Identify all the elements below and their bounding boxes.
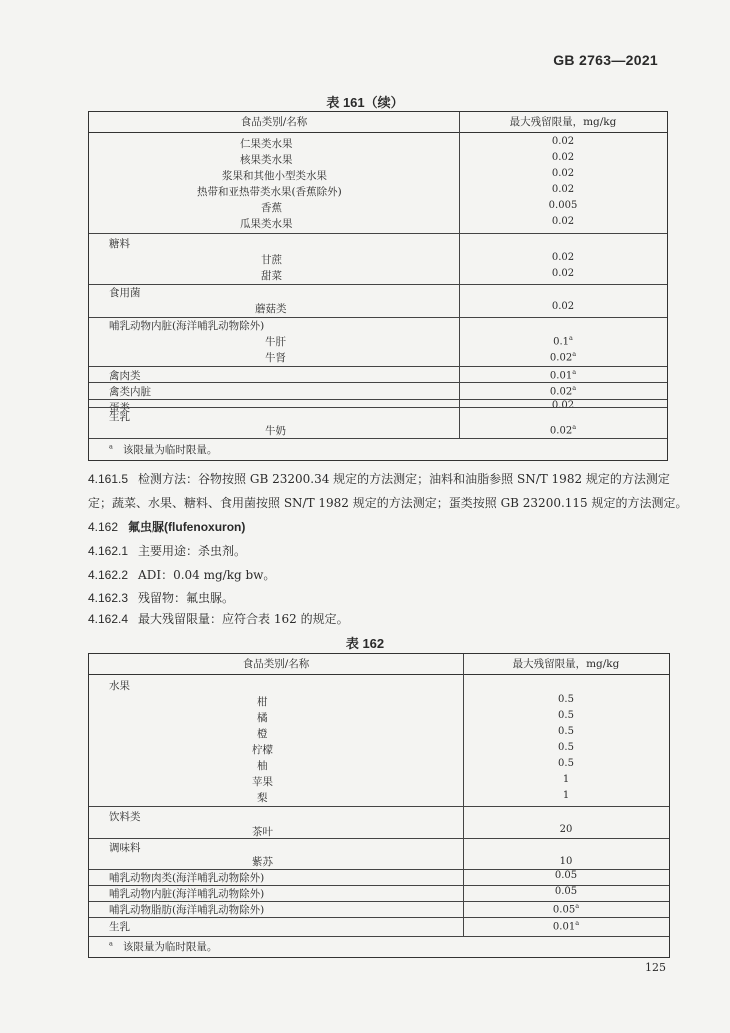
table-row-name: 紫苏	[252, 856, 273, 868]
table-row-name: 浆果和其他小型类水果	[222, 170, 327, 182]
table-row-value: 0.02	[551, 184, 575, 195]
table-row-value: 0.5	[558, 726, 574, 737]
table-category-label: 糖料	[109, 238, 130, 250]
clause-4-162: 4.162 氟虫脲(flufenoxuron)	[88, 520, 246, 534]
table-row-value: 0.05	[554, 870, 578, 881]
table-row-value: 0.02	[551, 268, 575, 279]
table-row-value: 0.02$^a$	[549, 350, 577, 364]
table-row-name: 橘	[257, 712, 268, 724]
table-row-name: 禽肉类	[109, 370, 141, 382]
row-divider	[89, 366, 667, 367]
row-divider	[89, 936, 669, 937]
table-row-value: 0.02	[551, 252, 575, 263]
table-category-label: 饮料类	[109, 811, 141, 823]
row-divider	[89, 917, 669, 918]
table-row-name: 蛋类	[109, 402, 130, 414]
table-row-name: 柑	[257, 696, 268, 708]
table-row-value: 0.5	[558, 742, 574, 753]
table-row-name: 牛肝	[265, 336, 286, 348]
table-row-value: 0.005	[548, 200, 578, 211]
table-row-value: 0.05$^a$	[552, 902, 580, 916]
column-header-mrl: 最大残留限量，mg/kg	[509, 116, 617, 128]
table-row-name: 哺乳动物肉类(海洋哺乳动物除外)	[109, 872, 265, 884]
row-divider	[89, 407, 667, 408]
table-row-name: 仁果类水果	[240, 138, 293, 150]
standard-number: GB 2763—2021	[553, 52, 658, 68]
table-row-name: 橙	[257, 728, 268, 740]
table-row-value: 20	[559, 824, 573, 835]
table-row-value: 0.02	[551, 216, 575, 227]
table-row-value: 0.02	[551, 301, 575, 312]
table-row-value: 1	[562, 790, 570, 801]
table-row-value: 0.5	[558, 758, 574, 769]
column-header-food: 食品类别/名称	[242, 658, 310, 670]
clause-4-162-4: 4.162.4 最大残留限量：应符合表 162 的规定。	[88, 612, 349, 626]
table-note: $^a$ 该限量为临时限量。	[109, 442, 218, 456]
table-row-value: 0.5	[558, 710, 574, 721]
table-row-name: 香蕉	[261, 202, 282, 214]
table-header	[89, 112, 667, 133]
clause-4-161-5: 4.161.5 检测方法：谷物按照 GB 23200.34 规定的方法测定；油料和油脂参照 SN/T 1982 规定的方法测定	[88, 472, 670, 486]
table-162-caption: 表 162	[345, 636, 385, 651]
table-category-label: 哺乳动物内脏(海洋哺乳动物除外)	[109, 320, 265, 332]
table-row-name: 哺乳动物脂肪(海洋哺乳动物除外)	[109, 904, 265, 916]
table-row-name: 茶叶	[252, 826, 273, 838]
table-row-name: 热带和亚热带类水果(香蕉除外)	[197, 186, 342, 198]
row-divider	[89, 233, 667, 234]
row-divider	[89, 806, 669, 807]
table-row-name: 牛奶	[265, 425, 286, 437]
page-number: 125	[645, 961, 666, 974]
table-row-value: 0.02$^a$	[549, 384, 577, 398]
table-category-label: 水果	[109, 680, 130, 692]
table-row-value: 0.02	[551, 400, 575, 411]
table-row-name: 禽类内脏	[109, 386, 151, 398]
table-row-value: 0.02	[551, 152, 575, 163]
table-row-name: 柠檬	[252, 744, 273, 756]
table-row-value: 0.02$^a$	[549, 423, 577, 437]
table-row-name: 梨	[257, 792, 268, 804]
table-row-name: 甘蔗	[261, 254, 282, 266]
row-divider	[89, 382, 667, 383]
column-header-food: 食品类别/名称	[240, 116, 308, 128]
table-row-value: 1	[562, 774, 570, 785]
table-category-label: 生乳	[109, 411, 130, 423]
table-row-name: 甜菜	[261, 270, 282, 282]
table-header	[89, 654, 669, 675]
table-161	[88, 111, 668, 461]
table-row-name: 生乳	[109, 921, 130, 933]
clause-4-161-5-cont: 定；蔬菜、水果、糖料、食用菌按照 SN/T 1982 规定的方法测定；蛋类按照 GB 23200.115 规定的方法测定。	[88, 496, 688, 510]
table-row-value: 0.01$^a$	[552, 919, 580, 933]
table-row-name: 柚	[257, 760, 268, 772]
table-row-name: 瓜果类水果	[240, 218, 293, 230]
table-row-name: 苹果	[252, 776, 273, 788]
clause-4-162-1: 4.162.1 主要用途：杀虫剂。	[88, 544, 247, 558]
table-161-caption: 表 161（续）	[326, 95, 404, 110]
table-note: $^a$ 该限量为临时限量。	[109, 939, 218, 953]
row-divider	[89, 838, 669, 839]
table-row-name: 哺乳动物内脏(海洋哺乳动物除外)	[109, 888, 265, 900]
table-category-label: 食用菌	[109, 287, 141, 299]
clause-4-162-3: 4.162.3 残留物：氟虫脲。	[88, 591, 235, 605]
clause-4-162-2: 4.162.2 ADI：0.04 mg/kg bw。	[88, 568, 276, 582]
column-header-mrl: 最大残留限量，mg/kg	[512, 658, 620, 670]
table-row-value: 0.05	[554, 886, 578, 897]
table-row-value: 10	[559, 856, 573, 867]
row-divider	[89, 438, 667, 439]
table-row-name: 蘑菇类	[255, 303, 287, 315]
table-row-value: 0.1$^a$	[553, 334, 573, 348]
table-row-name: 核果类水果	[240, 154, 293, 166]
table-category-label: 调味料	[109, 842, 141, 854]
table-row-value: 0.02	[551, 168, 575, 179]
table-row-name: 牛肾	[265, 352, 286, 364]
table-row-value: 0.02	[551, 136, 575, 147]
row-divider	[89, 284, 667, 285]
table-162	[88, 653, 670, 958]
table-row-value: 0.01$^a$	[549, 368, 577, 382]
table-row-value: 0.5	[558, 694, 574, 705]
